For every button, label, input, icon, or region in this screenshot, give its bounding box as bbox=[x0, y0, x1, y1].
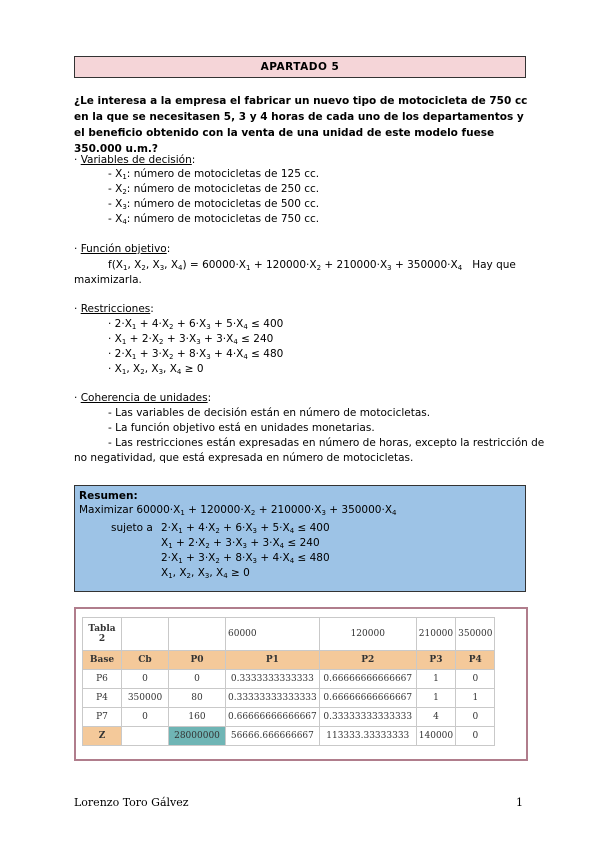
objective-heading: · Función objetivo: bbox=[74, 243, 171, 255]
variable-x3: - $X_3$: número de motocicletas de 500 cc. bbox=[108, 198, 320, 211]
header-base: Base bbox=[83, 651, 122, 670]
top-value-1: 60000 bbox=[226, 618, 320, 651]
question-text: ¿Le interesa a la empresa el fabricar un nuevo tipo de motocicleta de 750 cc en la que se necesitasen 5, 3 y 4 horas de cada uno de los departamentos y el beneficio obtenido con la venta de una unidad de este modelo fuese 350.000 u.m.? bbox=[74, 95, 528, 155]
coherence-heading: · Coherencia de unidades: bbox=[74, 392, 212, 404]
simplex-table-container bbox=[74, 607, 528, 761]
table-row: P4 350000 80 0.33333333333333 0.66666666666667 1 1 bbox=[83, 689, 495, 708]
table-row: P6 0 0 0.3333333333333 0.66666666666667 1 0 bbox=[83, 670, 495, 689]
z-row: Z 28000000 56666.666666667 113333.33333333 140000 0 bbox=[83, 727, 495, 746]
resumen-subject: sujeto a bbox=[111, 522, 153, 534]
resumen-restriction-2: $X_1 + 2\cdot X_2 + 3\cdot X_3 + 3\cdot X_4 \le 240$ bbox=[161, 537, 320, 550]
objective-function: $f(X_1$, $X_2$, $X_3$, $X_4) = 60000\cdot X_1 + 120000\cdot X_2 + 210000\cdot X_3 + 350000\cdot X_4$ Hay que bbox=[108, 259, 516, 272]
section-title: APARTADO 5 bbox=[74, 56, 526, 78]
restriction-1: · $2\cdot X_1 + 4\cdot X_2 + 6\cdot X_3 + 5\cdot X_4 \le 400$ bbox=[108, 318, 284, 331]
variable-x4: - $X_4$: número de motocicletas de 750 cc. bbox=[108, 213, 320, 226]
coherence-item-3: - Las restricciones están expresadas en número de horas, excepto la restricción de bbox=[108, 437, 545, 449]
resumen-restriction-4: $X_1$, $X_2$, $X_3$, $X_4 \ge 0$ bbox=[161, 567, 250, 580]
objective-trail: maximizarla. bbox=[74, 274, 142, 286]
simplex-table bbox=[82, 617, 495, 746]
resumen-objective: Maximizar $60000\cdot X_1 + 120000\cdot X_2 + 210000\cdot X_3 + 350000\cdot X_4$ bbox=[79, 504, 397, 517]
coherence-item-2: - La función objetivo está en unidades monetarias. bbox=[108, 422, 375, 434]
page-number: 1 bbox=[516, 796, 523, 809]
header-p0: P0 bbox=[169, 651, 226, 670]
header-cb: Cb bbox=[122, 651, 169, 670]
resumen-label: Resumen: bbox=[79, 490, 138, 502]
variable-x2: - $X_2$: número de motocicletas de 250 cc. bbox=[108, 183, 320, 196]
top-value-4: 350000 bbox=[456, 618, 495, 651]
footer-author: Lorenzo Toro Gálvez bbox=[74, 796, 189, 809]
table-row: P7 0 160 0.66666666666667 0.33333333333333 4 0 bbox=[83, 708, 495, 727]
table-title: Tabla 2 bbox=[83, 618, 122, 651]
header-p1: P1 bbox=[226, 651, 320, 670]
header-p2: P2 bbox=[319, 651, 416, 670]
restriction-2: · $X_1 + 2\cdot X_2 + 3\cdot X_3 + 3\cdot X_4 \le 240$ bbox=[108, 333, 274, 346]
top-value-2: 120000 bbox=[319, 618, 416, 651]
top-value-3: 210000 bbox=[416, 618, 455, 651]
restrictions-heading: · Restricciones: bbox=[74, 303, 154, 315]
resumen-box bbox=[74, 485, 526, 592]
variable-x1: - $X_1$: número de motocicletas de 125 cc. bbox=[108, 168, 320, 181]
coherence-item-4: no negatividad, que está expresada en número de motocicletas. bbox=[74, 452, 414, 464]
coherence-item-1: - Las variables de decisión están en número de motocicletas. bbox=[108, 407, 431, 419]
resumen-restriction-3: $2\cdot X_1 + 3\cdot X_2 + 8\cdot X_3 + 4\cdot X_4 \le 480$ bbox=[161, 552, 330, 565]
header-p4: P4 bbox=[456, 651, 495, 670]
resumen-restriction-1: $2\cdot X_1 + 4\cdot X_2 + 6\cdot X_3 + 5\cdot X_4 \le 400$ bbox=[161, 522, 330, 535]
variables-heading: · Variables de decisión: bbox=[74, 154, 196, 166]
restriction-4: · $X_1$, $X_2$, $X_3$, $X_4 \ge 0$ bbox=[108, 363, 204, 376]
restriction-3: · $2\cdot X_1 + 3\cdot X_2 + 8\cdot X_3 + 4\cdot X_4 \le 480$ bbox=[108, 348, 284, 361]
header-p3: P3 bbox=[416, 651, 455, 670]
